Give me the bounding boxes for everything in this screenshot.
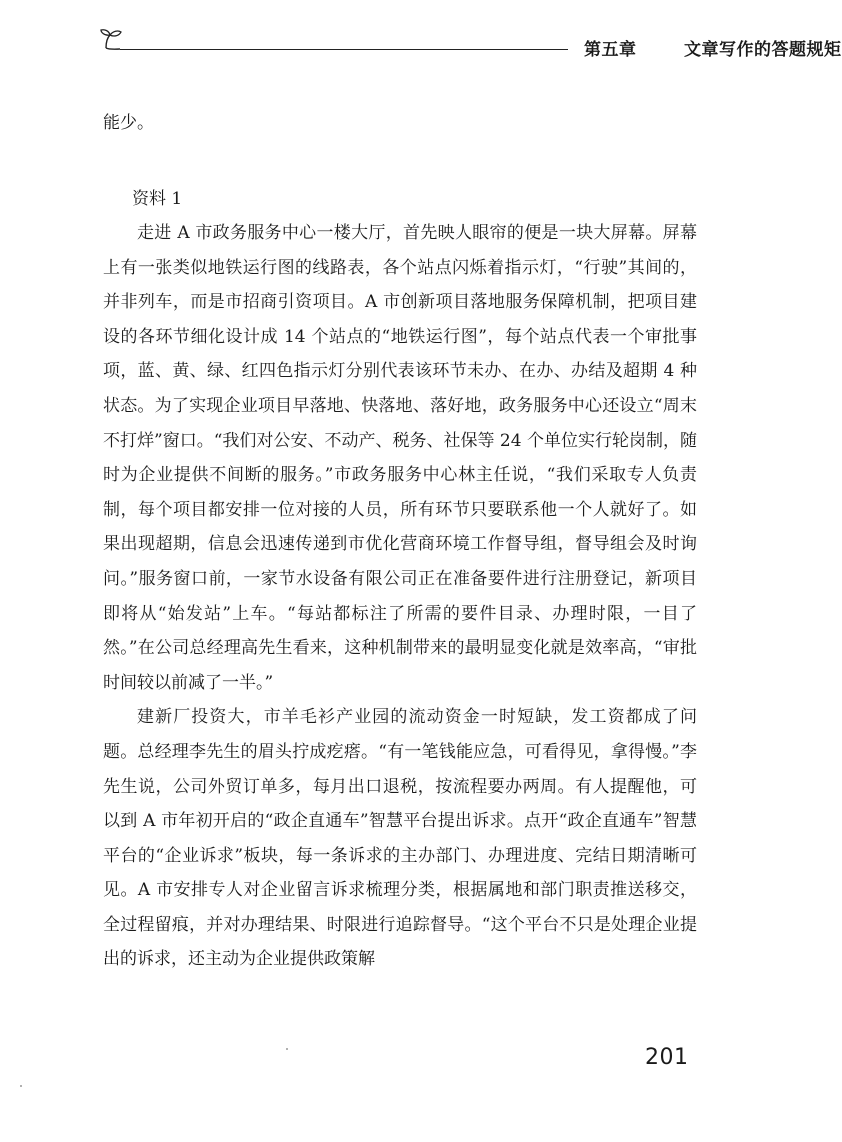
section-heading: 资料 1	[132, 189, 183, 209]
page-number: 201	[645, 1045, 689, 1070]
scan-speck	[20, 1085, 22, 1087]
sprout-icon	[98, 26, 126, 56]
scan-speck	[286, 1048, 288, 1050]
header-rule	[120, 49, 568, 50]
paragraph-2: 建新厂投资大，市羊毛衫产业园的流动资金一时短缺，发工资都成了问题。总经理李先生的眉头拧成疙瘩。“有一笔钱能应急，可看得见，拿得慢。”李先生说，公司外贸订单多，每月出口退税，按流程要办两周。有人提醒他，可以到 A 市年初开启的“政企直通车”智慧平台提出诉求。点开“政企直通车”智慧平台的“企业诉求”板块，每一条诉求的主办部门、办理进度、完结日期清晰可见。A 市安排专人对企业留言诉求梳理分类，根据属地和部门职责推送移交，全过程留痕，并对办理结果、时限进行追踪督导。“这个平台不只是处理企业提出的诉求，还主动为企业提供政策解	[103, 707, 697, 970]
paragraph-1: 走进 A 市政务服务中心一楼大厅，首先映人眼帘的便是一块大屏幕。屏幕上有一张类似地铁运行图的线路表，各个站点闪烁着指示灯，“行驶”其间的，并非列车，而是市招商引资项目。A 市创新项目落地服务保障机制，把项目建设的各环节细化设计成 14 个站点的“地铁运行图”，每个站点代表一个审批事项，蓝、黄、绿、红四色指示灯分别代表该环节未办、在办、办结及超期 4 种状态。为了实现企业项目早落地、快落地、落好地，政务服务中心还设立“周末不打烊”窗口。“我们对公安、不动产、税务、社保等 24 个单位实行轮岗制，随时为企业提供不间断的服务。”市政务服务中心林主任说，“我们采取专人负责制，每个项目都安排一位对接的人员，所有环节只要联系他一个人就好了。如果出现超期，信息会迅速传递到市优化营商环境工作督导组，督导组会及时询问。”服务窗口前，一家节水设备有限公司正在准备要件进行注册登记，新项目即将从“始发站”上车。“每站都标注了所需的要件目录、办理时限，一目了然。”在公司总经理高先生看来，这种机制带来的最明显变化就是效率高，“审批时间较以前减了一半。”	[103, 223, 697, 693]
continuation-line	[103, 106, 697, 141]
main-body	[103, 216, 697, 977]
chapter-label: 第五章	[584, 40, 637, 60]
continuation-text: 能少。	[103, 113, 154, 133]
page-header	[98, 26, 842, 60]
chapter-title: 文章写作的答题规矩	[684, 40, 842, 60]
